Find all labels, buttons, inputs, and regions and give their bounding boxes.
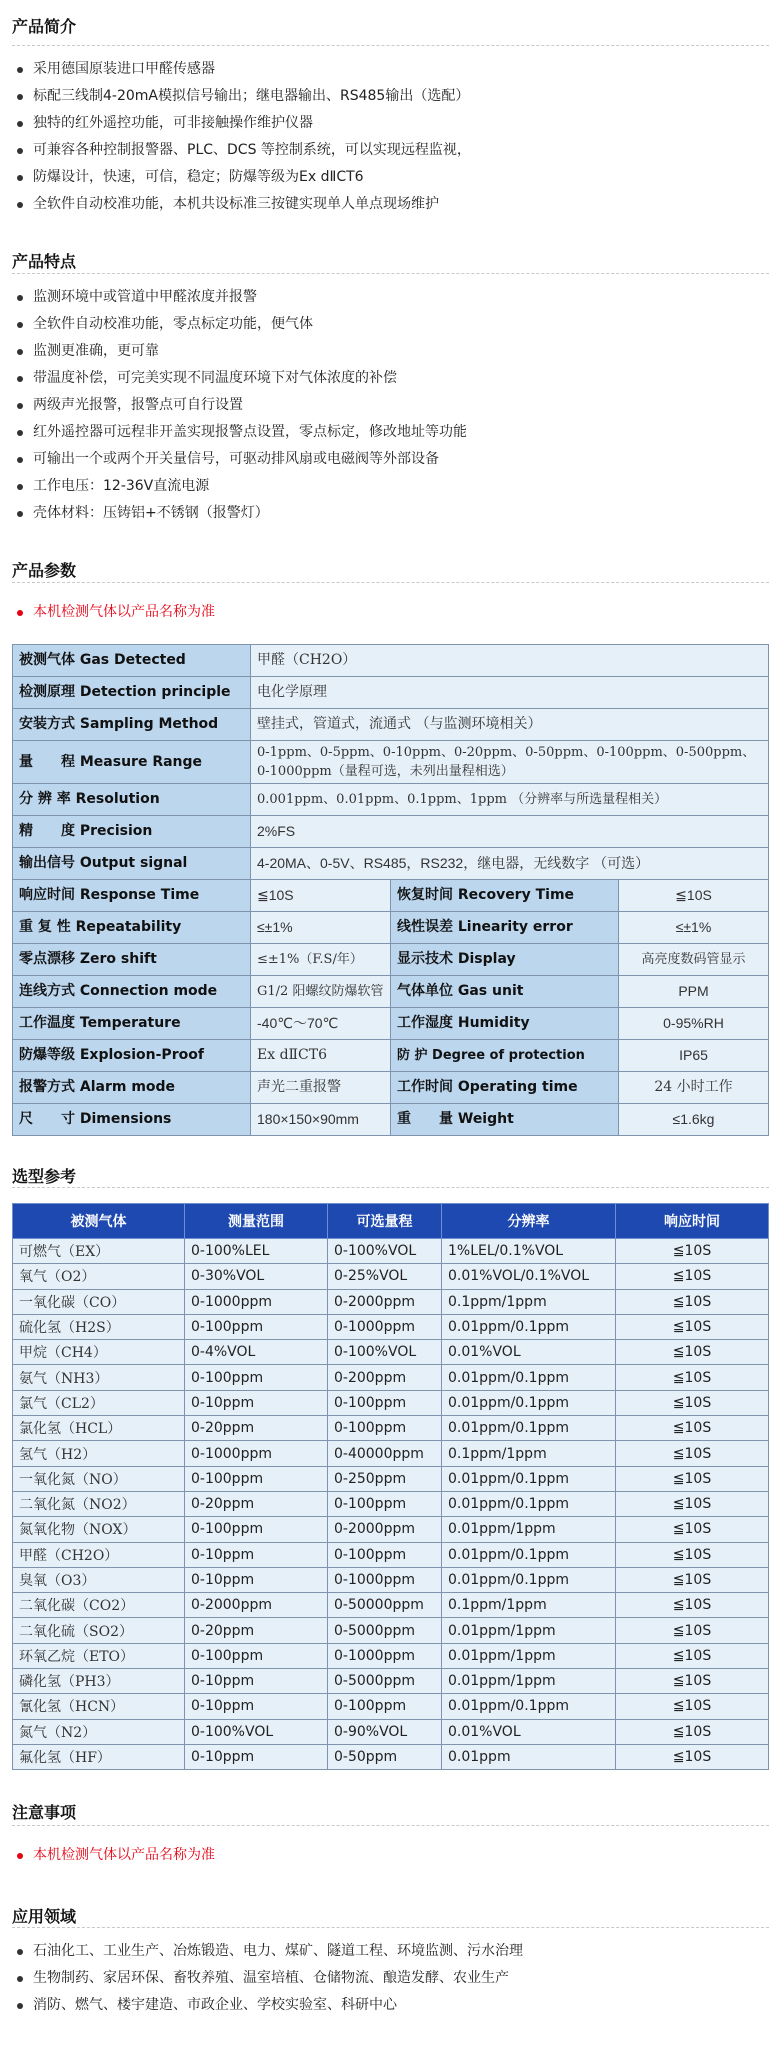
- column-header: 可选量程: [328, 1204, 442, 1239]
- measure-range-cell: 0-20ppm: [185, 1618, 328, 1643]
- table-row: [13, 1239, 769, 1264]
- resolution-cell: 0.01ppm/0.1ppm: [442, 1314, 616, 1339]
- list-item: 红外遥控器可远程非开盖实现报警点设置，零点标定，修改地址等功能: [12, 419, 769, 446]
- gas-name-cell: 氧气（O2）: [13, 1264, 185, 1289]
- optional-range-cell: 0-100ppm: [328, 1542, 442, 1567]
- table-row: [13, 709, 769, 741]
- param-value: PPM: [619, 976, 769, 1008]
- params-note: [12, 599, 769, 626]
- table-row: [13, 1669, 769, 1694]
- param-label: 连线方式 Connection mode: [13, 976, 251, 1008]
- param-label: 尺 寸 Dimensions: [13, 1104, 251, 1136]
- bullet-icon: [17, 94, 23, 100]
- table-row: [13, 645, 769, 677]
- bullet-icon: [17, 322, 23, 328]
- measure-range-cell: 0-100ppm: [185, 1466, 328, 1491]
- gas-name-cell: 氢气（H2）: [13, 1441, 185, 1466]
- param-value: 声光二重报警: [251, 1072, 391, 1104]
- table-row: [13, 1340, 769, 1365]
- list-item: 带温度补偿，可完美实现不同温度环境下对气体浓度的补偿: [12, 365, 769, 392]
- response-time-cell: ≦10S: [616, 1593, 769, 1618]
- list-item: 标配三线制4-20mA模拟信号输出；继电器输出、RS485输出（选配）: [12, 83, 769, 110]
- table-row: [13, 1719, 769, 1744]
- param-value: ≤±1%: [619, 912, 769, 944]
- list-item: 石油化工、工业生产、冶炼锻造、电力、煤矿、隧道工程、环境监测、污水治理: [12, 1938, 769, 1965]
- resolution-cell: 0.01ppm/1ppm: [442, 1669, 616, 1694]
- param-value: ≤±1%: [251, 912, 391, 944]
- optional-range-cell: 0-100%VOL: [328, 1340, 442, 1365]
- section-title-notice: 注意事项: [12, 1782, 769, 1826]
- measure-range-cell: 0-20ppm: [185, 1416, 328, 1441]
- section-title-features: 产品特点: [12, 232, 769, 274]
- resolution-cell: 0.1ppm/1ppm: [442, 1441, 616, 1466]
- response-time-cell: ≦10S: [616, 1340, 769, 1365]
- param-label: 恢复时间 Recovery Time: [391, 880, 619, 912]
- table-row: [13, 880, 769, 912]
- table-row: [13, 1008, 769, 1040]
- gas-name-cell: 甲烷（CH4）: [13, 1340, 185, 1365]
- section-title-selection: 选型参考: [12, 1148, 769, 1188]
- param-value: 电化学原理: [251, 677, 769, 709]
- table-row: [13, 1542, 769, 1567]
- table-row: [13, 1040, 769, 1072]
- gas-name-cell: 环氧乙烷（ETO）: [13, 1643, 185, 1668]
- response-time-cell: ≦10S: [616, 1289, 769, 1314]
- optional-range-cell: 0-100ppm: [328, 1694, 442, 1719]
- param-value: 180×150×90mm: [251, 1104, 391, 1136]
- bullet-icon: [17, 148, 23, 154]
- response-time-cell: ≦10S: [616, 1390, 769, 1415]
- param-value: Ex dⅡCT6: [251, 1040, 391, 1072]
- table-header-row: [13, 1204, 769, 1239]
- response-time-cell: ≦10S: [616, 1365, 769, 1390]
- gas-name-cell: 可燃气（EX）: [13, 1239, 185, 1264]
- gas-name-cell: 氯化氢（HCL）: [13, 1416, 185, 1441]
- optional-range-cell: 0-100%VOL: [328, 1239, 442, 1264]
- param-label: 零点漂移 Zero shift: [13, 944, 251, 976]
- bullet-icon: [17, 376, 23, 382]
- measure-range-cell: 0-4%VOL: [185, 1340, 328, 1365]
- gas-name-cell: 氟化氢（HF）: [13, 1744, 185, 1769]
- applications-list: [12, 1938, 769, 2019]
- param-label: 检测原理 Detection principle: [13, 677, 251, 709]
- resolution-cell: 0.01%VOL/0.1%VOL: [442, 1264, 616, 1289]
- resolution-cell: 0.01ppm/0.1ppm: [442, 1390, 616, 1415]
- gas-name-cell: 硫化氢（H2S）: [13, 1314, 185, 1339]
- table-row: [13, 944, 769, 976]
- features-list: [12, 284, 769, 527]
- optional-range-cell: 0-50000ppm: [328, 1593, 442, 1618]
- measure-range-cell: 0-10ppm: [185, 1694, 328, 1719]
- table-row: [13, 1618, 769, 1643]
- table-row: [13, 784, 769, 816]
- optional-range-cell: 0-1000ppm: [328, 1643, 442, 1668]
- optional-range-cell: 0-100ppm: [328, 1491, 442, 1516]
- gas-name-cell: 二氧化碳（CO2）: [13, 1593, 185, 1618]
- response-time-cell: ≦10S: [616, 1694, 769, 1719]
- resolution-cell: 0.1ppm/1ppm: [442, 1593, 616, 1618]
- response-time-cell: ≦10S: [616, 1567, 769, 1592]
- param-value: -40℃～70℃: [251, 1008, 391, 1040]
- param-value: 0-95%RH: [619, 1008, 769, 1040]
- table-row: [13, 1314, 769, 1339]
- table-row: [13, 816, 769, 848]
- response-time-cell: ≦10S: [616, 1643, 769, 1668]
- response-time-cell: ≦10S: [616, 1719, 769, 1744]
- list-item: 可输出一个或两个开关量信号，可驱动排风扇或电磁阀等外部设备: [12, 446, 769, 473]
- optional-range-cell: 0-1000ppm: [328, 1567, 442, 1592]
- bullet-icon: [17, 175, 23, 181]
- table-row: [13, 1264, 769, 1289]
- list-item: 全软件自动校准功能，本机共设标准三按键实现单人单点现场维护: [12, 191, 769, 218]
- bullet-icon: [17, 457, 23, 463]
- optional-range-cell: 0-100ppm: [328, 1416, 442, 1441]
- measure-range-cell: 0-100%LEL: [185, 1239, 328, 1264]
- response-time-cell: ≦10S: [616, 1491, 769, 1516]
- resolution-cell: 0.01ppm/0.1ppm: [442, 1567, 616, 1592]
- measure-range-cell: 0-2000ppm: [185, 1593, 328, 1618]
- param-label: 输出信号 Output signal: [13, 848, 251, 880]
- bullet-icon: [17, 121, 23, 127]
- measure-range-cell: 0-100%VOL: [185, 1719, 328, 1744]
- param-label: 被测气体 Gas Detected: [13, 645, 251, 677]
- param-label: 工作时间 Operating time: [391, 1072, 619, 1104]
- param-label: 重 量 Weight: [391, 1104, 619, 1136]
- param-value: ≤±1%（F.S/年）: [251, 944, 391, 976]
- param-label: 分 辨 率 Resolution: [13, 784, 251, 816]
- list-item: 消防、燃气、楼宇建造、市政企业、学校实验室、科研中心: [12, 1992, 769, 2019]
- param-label: 精 度 Precision: [13, 816, 251, 848]
- resolution-cell: 0.01ppm/1ppm: [442, 1618, 616, 1643]
- list-item: 可兼容各种控制报警器、PLC、DCS 等控制系统，可以实现远程监视，: [12, 137, 769, 164]
- gas-name-cell: 二氧化硫（SO2）: [13, 1618, 185, 1643]
- response-time-cell: ≦10S: [616, 1416, 769, 1441]
- bullet-icon: [17, 1949, 23, 1955]
- table-row: [13, 1567, 769, 1592]
- list-item: 两级声光报警，报警点可自行设置: [12, 392, 769, 419]
- table-row: [13, 1694, 769, 1719]
- param-label: 工作湿度 Humidity: [391, 1008, 619, 1040]
- list-item: 壳体材料：压铸铝+不锈钢（报警灯）: [12, 500, 769, 527]
- bullet-icon: [17, 484, 23, 490]
- bullet-icon: [17, 610, 23, 616]
- measure-range-cell: 0-1000ppm: [185, 1289, 328, 1314]
- measure-range-cell: 0-10ppm: [185, 1567, 328, 1592]
- optional-range-cell: 0-40000ppm: [328, 1441, 442, 1466]
- param-label: 重 复 性 Repeatability: [13, 912, 251, 944]
- resolution-cell: 0.01%VOL: [442, 1719, 616, 1744]
- param-label: 安装方式 Sampling Method: [13, 709, 251, 741]
- column-header: 响应时间: [616, 1204, 769, 1239]
- bullet-icon: [17, 295, 23, 301]
- response-time-cell: ≦10S: [616, 1618, 769, 1643]
- resolution-cell: 0.01ppm/0.1ppm: [442, 1466, 616, 1491]
- param-value: 高亮度数码管显示: [619, 944, 769, 976]
- notice-list: [12, 1842, 769, 1869]
- gas-name-cell: 磷化氢（PH3）: [13, 1669, 185, 1694]
- param-value: 0.001ppm、0.01ppm、0.1ppm、1ppm （分辨率与所选量程相关）: [251, 784, 769, 816]
- column-header: 分辨率: [442, 1204, 616, 1239]
- measure-range-cell: 0-100ppm: [185, 1314, 328, 1339]
- measure-range-cell: 0-100ppm: [185, 1365, 328, 1390]
- list-item: 采用德国原装进口甲醛传感器: [12, 56, 769, 83]
- optional-range-cell: 0-5000ppm: [328, 1618, 442, 1643]
- column-header: 测量范围: [185, 1204, 328, 1239]
- param-value: ≤1.6kg: [619, 1104, 769, 1136]
- optional-range-cell: 0-250ppm: [328, 1466, 442, 1491]
- gas-name-cell: 氨气（NH3）: [13, 1365, 185, 1390]
- measure-range-cell: 0-10ppm: [185, 1669, 328, 1694]
- resolution-cell: 0.01ppm/0.1ppm: [442, 1416, 616, 1441]
- selection-table-body: [13, 1239, 769, 1770]
- list-item: 监测更准确，更可靠: [12, 338, 769, 365]
- optional-range-cell: 0-2000ppm: [328, 1517, 442, 1542]
- param-label: 防爆等级 Explosion-Proof: [13, 1040, 251, 1072]
- resolution-cell: 0.01ppm: [442, 1744, 616, 1769]
- table-row: [13, 1593, 769, 1618]
- gas-name-cell: 甲醛（CH2O）: [13, 1542, 185, 1567]
- list-item: 本机检测气体以产品名称为准: [12, 1842, 769, 1869]
- response-time-cell: ≦10S: [616, 1239, 769, 1264]
- bullet-icon: [17, 202, 23, 208]
- resolution-cell: 0.01ppm/0.1ppm: [442, 1491, 616, 1516]
- gas-name-cell: 二氧化氮（NO2）: [13, 1491, 185, 1516]
- section-title-params: 产品参数: [12, 541, 769, 583]
- resolution-cell: 0.01ppm/0.1ppm: [442, 1365, 616, 1390]
- list-item: 本机检测气体以产品名称为准: [12, 599, 769, 626]
- param-label: 显示技术 Display: [391, 944, 619, 976]
- measure-range-cell: 0-100ppm: [185, 1643, 328, 1668]
- param-label: 报警方式 Alarm mode: [13, 1072, 251, 1104]
- param-value: 0-1ppm、0-5ppm、0-10ppm、0-20ppm、0-50ppm、0-100ppm、0-500ppm、0-1000ppm（量程可选，未列出量程相选）: [251, 741, 769, 784]
- list-item: 生物制药、家居环保、畜牧养殖、温室培植、仓储物流、酿造发酵、农业生产: [12, 1965, 769, 1992]
- section-title-intro: 产品简介: [12, 0, 769, 46]
- param-value: 壁挂式，管道式，流通式 （与监测环境相关）: [251, 709, 769, 741]
- table-row: [13, 741, 769, 784]
- gas-name-cell: 臭氧（O3）: [13, 1567, 185, 1592]
- list-item: 全软件自动校准功能，零点标定功能，便气体: [12, 311, 769, 338]
- measure-range-cell: 0-10ppm: [185, 1744, 328, 1769]
- table-row: [13, 677, 769, 709]
- list-item: 工作电压：12-36V直流电源: [12, 473, 769, 500]
- table-row: [13, 1744, 769, 1769]
- selection-table: [12, 1203, 769, 1770]
- table-row: [13, 848, 769, 880]
- list-item: 防爆设计，快速，可信，稳定；防爆等级为Ex dⅡCT6: [12, 164, 769, 191]
- table-row: [13, 1466, 769, 1491]
- resolution-cell: 0.01ppm/1ppm: [442, 1643, 616, 1668]
- param-label: 工作温度 Temperature: [13, 1008, 251, 1040]
- bullet-icon: [17, 67, 23, 73]
- param-value: 2%FS: [251, 816, 769, 848]
- bullet-icon: [17, 430, 23, 436]
- optional-range-cell: 0-25%VOL: [328, 1264, 442, 1289]
- param-label: 气体单位 Gas unit: [391, 976, 619, 1008]
- table-row: [13, 1390, 769, 1415]
- gas-name-cell: 一氧化碳（CO）: [13, 1289, 185, 1314]
- table-row: [13, 1104, 769, 1136]
- resolution-cell: 0.01ppm/0.1ppm: [442, 1694, 616, 1719]
- table-row: [13, 1072, 769, 1104]
- gas-name-cell: 氯气（CL2）: [13, 1390, 185, 1415]
- response-time-cell: ≦10S: [616, 1466, 769, 1491]
- param-value: 4-20MA、0-5V、RS485，RS232，继电器，无线数字 （可选）: [251, 848, 769, 880]
- measure-range-cell: 0-100ppm: [185, 1517, 328, 1542]
- table-row: [13, 1365, 769, 1390]
- param-value: G1/2 阳螺纹防爆软管: [251, 976, 391, 1008]
- optional-range-cell: 0-1000ppm: [328, 1314, 442, 1339]
- bullet-icon: [17, 2003, 23, 2009]
- resolution-cell: 0.01ppm/1ppm: [442, 1517, 616, 1542]
- optional-range-cell: 0-200ppm: [328, 1365, 442, 1390]
- list-item: 监测环境中或管道中甲醛浓度并报警: [12, 284, 769, 311]
- table-row: [13, 1643, 769, 1668]
- measure-range-cell: 0-1000ppm: [185, 1441, 328, 1466]
- param-value: 24 小时工作: [619, 1072, 769, 1104]
- response-time-cell: ≦10S: [616, 1441, 769, 1466]
- intro-list: [12, 56, 769, 218]
- optional-range-cell: 0-100ppm: [328, 1390, 442, 1415]
- column-header: 被测气体: [13, 1204, 185, 1239]
- table-row: [13, 976, 769, 1008]
- table-row: [13, 912, 769, 944]
- gas-name-cell: 氮气（N2）: [13, 1719, 185, 1744]
- response-time-cell: ≦10S: [616, 1669, 769, 1694]
- optional-range-cell: 0-5000ppm: [328, 1669, 442, 1694]
- bullet-icon: [17, 511, 23, 517]
- response-time-cell: ≦10S: [616, 1744, 769, 1769]
- param-value: IP65: [619, 1040, 769, 1072]
- table-row: [13, 1517, 769, 1542]
- response-time-cell: ≦10S: [616, 1517, 769, 1542]
- bullet-icon: [17, 1976, 23, 1982]
- param-value: ≦10S: [619, 880, 769, 912]
- table-row: [13, 1289, 769, 1314]
- response-time-cell: ≦10S: [616, 1264, 769, 1289]
- optional-range-cell: 0-2000ppm: [328, 1289, 442, 1314]
- resolution-cell: 0.01ppm/0.1ppm: [442, 1542, 616, 1567]
- table-row: [13, 1441, 769, 1466]
- resolution-cell: 1%LEL/0.1%VOL: [442, 1239, 616, 1264]
- response-time-cell: ≦10S: [616, 1542, 769, 1567]
- param-value: ≦10S: [251, 880, 391, 912]
- resolution-cell: 0.01%VOL: [442, 1340, 616, 1365]
- measure-range-cell: 0-20ppm: [185, 1491, 328, 1516]
- bullet-icon: [17, 1853, 23, 1859]
- param-label: 线性误差 Linearity error: [391, 912, 619, 944]
- gas-name-cell: 一氧化氮（NO）: [13, 1466, 185, 1491]
- measure-range-cell: 0-10ppm: [185, 1390, 328, 1415]
- param-label: 防 护 Degree of protection: [391, 1040, 619, 1072]
- bullet-icon: [17, 349, 23, 355]
- response-time-cell: ≦10S: [616, 1314, 769, 1339]
- param-value: 甲醛（CH2O）: [251, 645, 769, 677]
- param-label: 量 程 Measure Range: [13, 741, 251, 784]
- gas-name-cell: 氮氧化物（NOX）: [13, 1517, 185, 1542]
- optional-range-cell: 0-90%VOL: [328, 1719, 442, 1744]
- param-label: 响应时间 Response Time: [13, 880, 251, 912]
- list-item: 独特的红外遥控功能，可非接触操作维护仪器: [12, 110, 769, 137]
- table-row: [13, 1416, 769, 1441]
- gas-name-cell: 氰化氢（HCN）: [13, 1694, 185, 1719]
- resolution-cell: 0.1ppm/1ppm: [442, 1289, 616, 1314]
- bullet-icon: [17, 403, 23, 409]
- measure-range-cell: 0-30%VOL: [185, 1264, 328, 1289]
- optional-range-cell: 0-50ppm: [328, 1744, 442, 1769]
- table-row: [13, 1491, 769, 1516]
- section-title-applications: 应用领域: [12, 1886, 769, 1928]
- measure-range-cell: 0-10ppm: [185, 1542, 328, 1567]
- params-table: [12, 644, 769, 1136]
